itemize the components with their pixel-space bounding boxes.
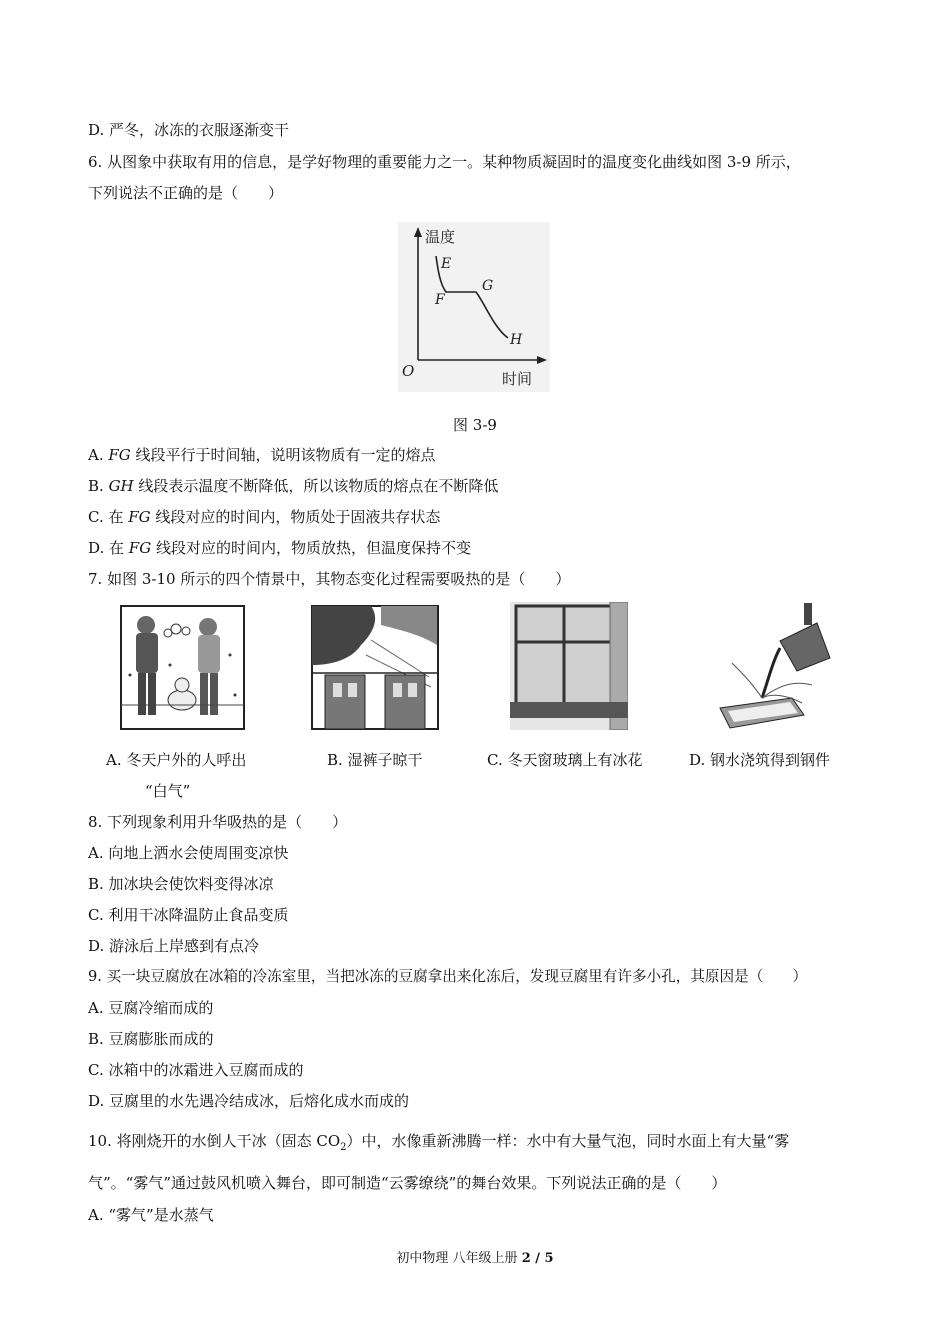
- x-axis-label: 时间: [502, 370, 533, 388]
- q6a-segment: FG: [108, 446, 131, 464]
- q7-picture-b-drying-pants: [311, 605, 439, 730]
- q6a-prefix: A.: [88, 446, 109, 464]
- q10-subscript: 2: [340, 1142, 347, 1153]
- footer-title: 初中物理 八年级上册: [396, 1251, 522, 1266]
- q9-stem: 9. 买一块豆腐放在冰箱的冷冻室里，当把冰冻的豆腐拿出来化冻后，发现豆腐里有许多小孔，其原因是（ ）: [88, 968, 808, 985]
- q7-option-c: C. 冬天窗玻璃上有冰花: [487, 751, 643, 769]
- q7-picture-d-molten-steel: [692, 603, 832, 733]
- q6b-text: 线段表示温度不断降低，所以该物质的熔点在不断降低: [133, 477, 499, 495]
- point-h-label: H: [510, 332, 523, 348]
- x-axis-arrow: [537, 356, 547, 364]
- q7-picture-a-winter-breath: [120, 605, 245, 730]
- figure-3-9-caption: 图 3-9: [453, 416, 497, 434]
- y-axis-arrow: [414, 227, 422, 237]
- q10-text-part2: ）中，水像重新沸腾一样：水中有大量气泡，同时水面上有大量“雾: [346, 1132, 790, 1150]
- q6b-segment: GH: [108, 477, 134, 495]
- q7-stem: 7. 如图 3-10 所示的四个情景中，其物态变化过程需要吸热的是（ ）: [88, 570, 571, 588]
- q7-option-a-line2: “白气”: [145, 782, 191, 800]
- y-axis-label: 温度: [425, 228, 456, 246]
- q8-stem: 8. 下列现象利用升华吸热的是（ ）: [88, 813, 348, 831]
- point-e-label: E: [441, 256, 452, 272]
- q9-option-a: A. 豆腐冷缩而成的: [88, 999, 214, 1017]
- q6-option-c: [88, 507, 440, 527]
- q8-option-d: D. 游泳后上岸感到有点冷: [88, 937, 260, 955]
- q6b-prefix: B.: [88, 477, 109, 495]
- origin-label: O: [402, 362, 415, 380]
- q10-stem-line1: [88, 1131, 789, 1158]
- q9-option-d: D. 豆腐里的水先遇冷结成冰，后熔化成水而成的: [88, 1092, 410, 1110]
- q6a-text: 线段平行于时间轴，说明该物质有一定的熔点: [130, 446, 436, 464]
- q10-stem-line2: 气”。“雾气”通过鼓风机喷入舞台，即可制造“云雾缭绕”的舞台效果。下列说法正确的是（ ）: [88, 1174, 727, 1192]
- q6-option-b: [88, 476, 498, 496]
- q5-option-d: D. 严冬，冰冻的衣服逐渐变干: [88, 121, 290, 139]
- q6c-segment: FG: [128, 508, 151, 526]
- q8-option-b: B. 加冰块会使饮料变得冰凉: [88, 875, 274, 893]
- q6d-segment: FG: [128, 539, 152, 557]
- q6d-text: 线段对应的时间内，物质放热，但温度保持不变: [151, 539, 471, 557]
- point-g-label: G: [482, 278, 494, 294]
- q6-stem-line1: 6. 从图象中获取有用的信息，是学好物理的重要能力之一。某种物质凝固时的温度变化曲线如图 3-9 所示，: [88, 153, 801, 171]
- q6-stem-line2: 下列说法不正确的是（ ）: [88, 184, 284, 202]
- q7-option-b: B. 湿裤子晾干: [327, 751, 423, 769]
- page-number: 2 / 5: [521, 1251, 554, 1266]
- q7-picture-c-window-frost: [510, 602, 628, 730]
- q8-option-c: C. 利用干冰降温防止食品变质: [88, 906, 289, 924]
- point-f-label: F: [435, 292, 445, 308]
- page-footer: [0, 1247, 950, 1266]
- q6c-text: 线段对应的时间内，物质处于固液共存状态: [150, 508, 441, 526]
- q10-text-part1: 10. 将刚烧开的水倒人干冰（固态 CO: [88, 1132, 341, 1150]
- q8-option-a: A. 向地上洒水会使周围变凉快: [88, 844, 289, 862]
- q7-option-a-line1: A. 冬天户外的人呼出: [106, 751, 247, 769]
- q10-option-a: A. “雾气”是水蒸气: [88, 1206, 214, 1224]
- q6-option-d: [88, 538, 471, 558]
- q6d-prefix: D. 在: [88, 539, 129, 557]
- q9-option-c: C. 冰箱中的冰霜进入豆腐而成的: [88, 1061, 304, 1079]
- q7-option-d: D. 钢水浇筑得到钢件: [689, 751, 831, 769]
- figure-3-9-graph: [398, 222, 550, 392]
- q6c-prefix: C. 在: [88, 508, 129, 526]
- q9-option-b: B. 豆腐膨胀而成的: [88, 1030, 214, 1048]
- q6-option-a: [88, 445, 436, 465]
